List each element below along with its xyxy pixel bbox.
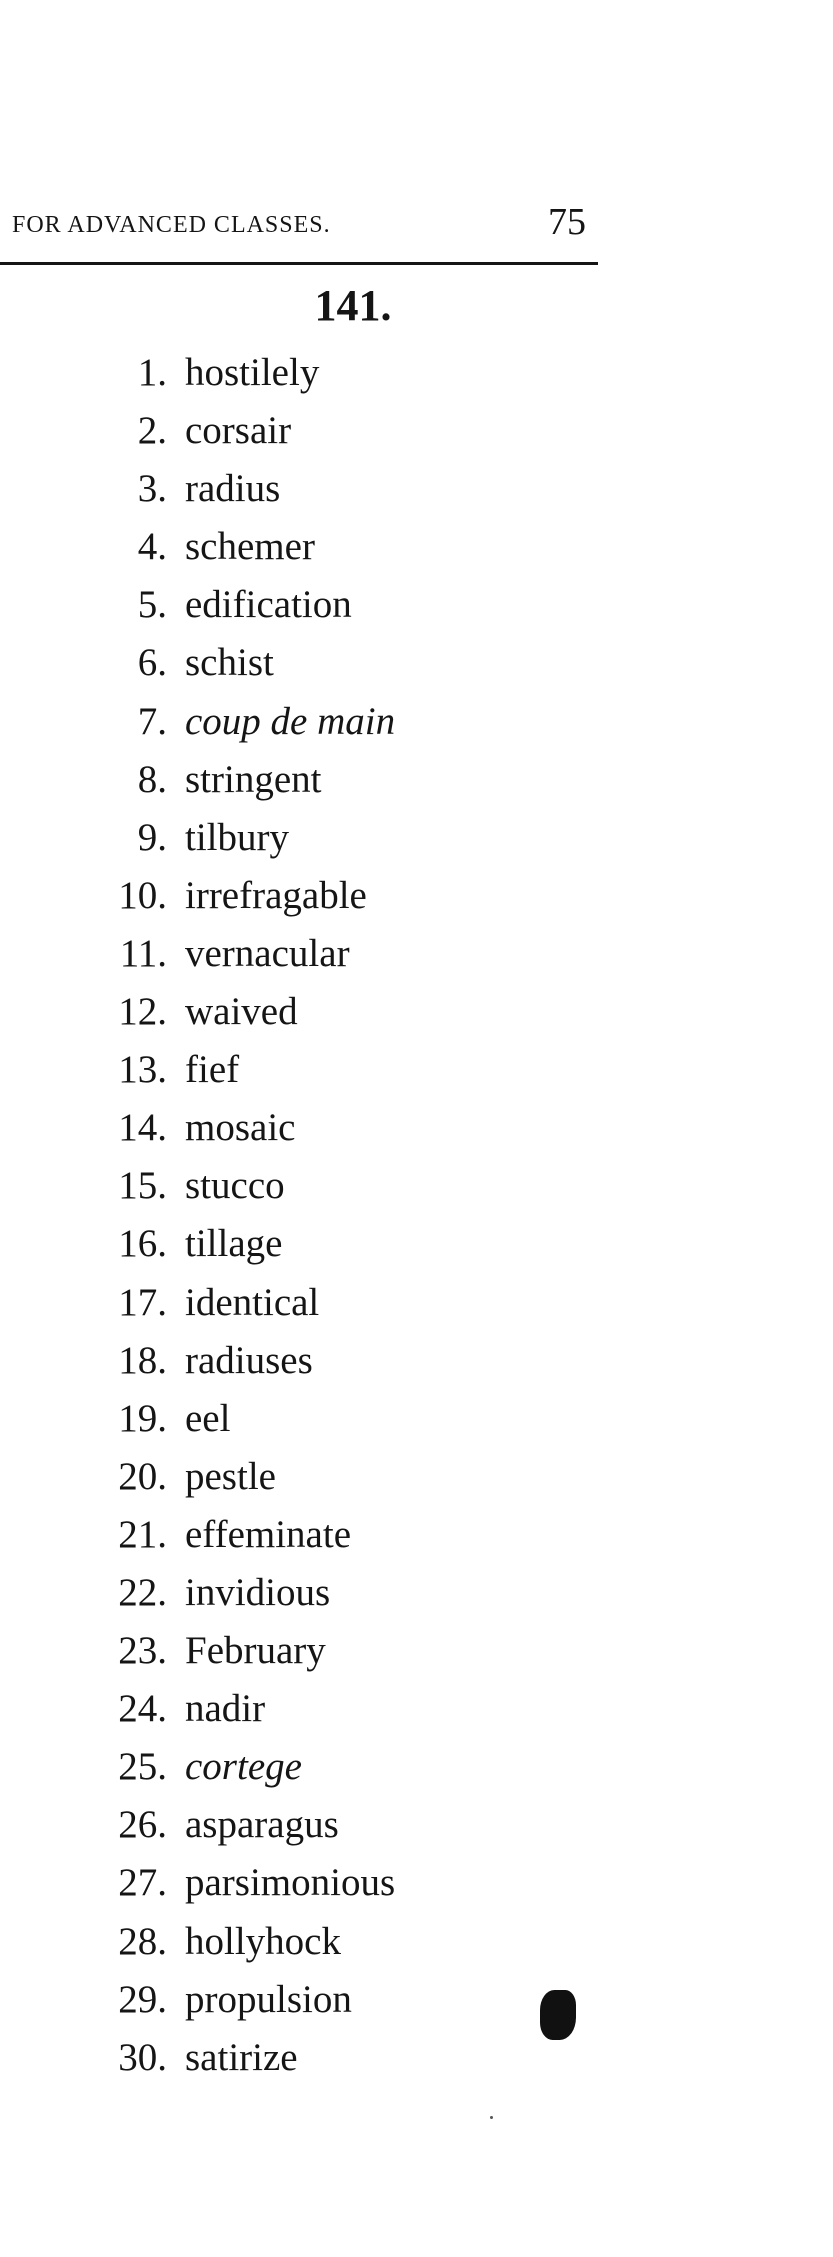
item-number: 9. xyxy=(137,815,167,859)
list-item xyxy=(0,1157,600,1215)
item-number: 15. xyxy=(118,1164,167,1208)
item-word: corsair xyxy=(185,409,292,453)
item-word: satirize xyxy=(185,2035,298,2079)
page-number: 75 xyxy=(548,201,586,243)
page-header xyxy=(0,196,600,256)
item-word: mosaic xyxy=(185,1106,296,1150)
item-number: 13. xyxy=(118,1048,167,1092)
list-item xyxy=(0,1041,600,1099)
item-number: 25. xyxy=(118,1745,167,1789)
item-number: 30. xyxy=(118,2035,167,2079)
item-number: 18. xyxy=(118,1338,167,1382)
list-item xyxy=(0,867,600,925)
list-item xyxy=(0,344,600,402)
item-number: 27. xyxy=(118,1861,167,1905)
ink-smudge xyxy=(540,1990,576,2040)
item-word: pestle xyxy=(185,1454,276,1498)
item-word: vernacular xyxy=(185,931,350,975)
item-word: invidious xyxy=(185,1570,331,1614)
item-word: stringent xyxy=(185,757,322,801)
item-number: 7. xyxy=(137,699,167,743)
list-item xyxy=(0,1564,600,1622)
item-number: 22. xyxy=(118,1570,167,1614)
item-word: eel xyxy=(185,1396,231,1440)
list-item xyxy=(0,634,600,692)
item-number: 4. xyxy=(137,525,167,569)
item-word: effeminate xyxy=(185,1512,352,1556)
item-word: nadir xyxy=(185,1687,266,1731)
item-number: 11. xyxy=(119,931,167,975)
item-number: 2. xyxy=(137,409,167,453)
item-word: tilbury xyxy=(185,815,289,859)
item-word: edification xyxy=(185,583,352,627)
item-number: 21. xyxy=(118,1512,167,1556)
list-item xyxy=(0,809,600,867)
item-number: 23. xyxy=(118,1629,167,1673)
list-item xyxy=(0,1738,600,1796)
item-number: 3. xyxy=(137,467,167,511)
item-word: February xyxy=(185,1629,326,1673)
list-item xyxy=(0,1099,600,1157)
item-word: stucco xyxy=(185,1164,285,1208)
item-word: parsimonious xyxy=(185,1861,396,1905)
item-number: 8. xyxy=(137,757,167,801)
list-item xyxy=(0,693,600,751)
item-number: 19. xyxy=(118,1396,167,1440)
item-number: 26. xyxy=(118,1803,167,1847)
list-item xyxy=(0,1332,600,1390)
list-item xyxy=(0,983,600,1041)
item-word: cortege xyxy=(185,1745,302,1789)
list-item xyxy=(0,518,600,576)
item-number: 10. xyxy=(118,873,167,917)
item-word: propulsion xyxy=(185,1977,352,2021)
list-item xyxy=(0,1971,600,2029)
list-item xyxy=(0,1506,600,1564)
list-item xyxy=(0,460,600,518)
running-head: FOR ADVANCED CLASSES. xyxy=(12,212,331,238)
item-word: irrefragable xyxy=(185,873,367,917)
item-number: 20. xyxy=(118,1454,167,1498)
item-word: tillage xyxy=(185,1222,283,1266)
list-item xyxy=(0,1913,600,1971)
item-word: hostilely xyxy=(185,351,320,394)
item-word: coup de main xyxy=(185,699,396,743)
item-word: schist xyxy=(185,641,274,685)
list-item xyxy=(0,1854,600,1912)
item-number: 29. xyxy=(118,1977,167,2021)
list-item xyxy=(0,1215,600,1273)
list-item xyxy=(0,1274,600,1332)
list-item xyxy=(0,751,600,809)
list-item xyxy=(0,2029,600,2087)
item-number: 17. xyxy=(118,1280,167,1324)
item-word: radius xyxy=(185,467,281,511)
item-number: 28. xyxy=(118,1919,167,1963)
item-number: 12. xyxy=(118,990,167,1034)
item-word: fief xyxy=(185,1048,240,1092)
list-item xyxy=(0,1622,600,1680)
item-word: hollyhock xyxy=(185,1919,341,1963)
list-item xyxy=(0,402,600,460)
header-rule xyxy=(0,262,598,265)
exercise-number: 141. xyxy=(314,281,392,330)
list-item xyxy=(0,1796,600,1854)
list-item xyxy=(0,1448,600,1506)
list-item xyxy=(0,925,600,983)
item-number: 16. xyxy=(118,1222,167,1266)
ink-speck xyxy=(490,2116,493,2119)
item-number: 6. xyxy=(137,641,167,685)
item-word: identical xyxy=(185,1280,320,1324)
item-word: radiuses xyxy=(185,1338,313,1382)
word-list xyxy=(0,344,600,2087)
item-number: 1. xyxy=(137,351,167,394)
item-word: asparagus xyxy=(185,1803,339,1847)
item-number: 24. xyxy=(118,1687,167,1731)
list-item xyxy=(0,1680,600,1738)
item-word: schemer xyxy=(185,525,315,569)
item-number: 5. xyxy=(137,583,167,627)
list-item xyxy=(0,576,600,634)
list-item xyxy=(0,1390,600,1448)
item-number: 14. xyxy=(118,1106,167,1150)
item-word: waived xyxy=(185,990,298,1034)
